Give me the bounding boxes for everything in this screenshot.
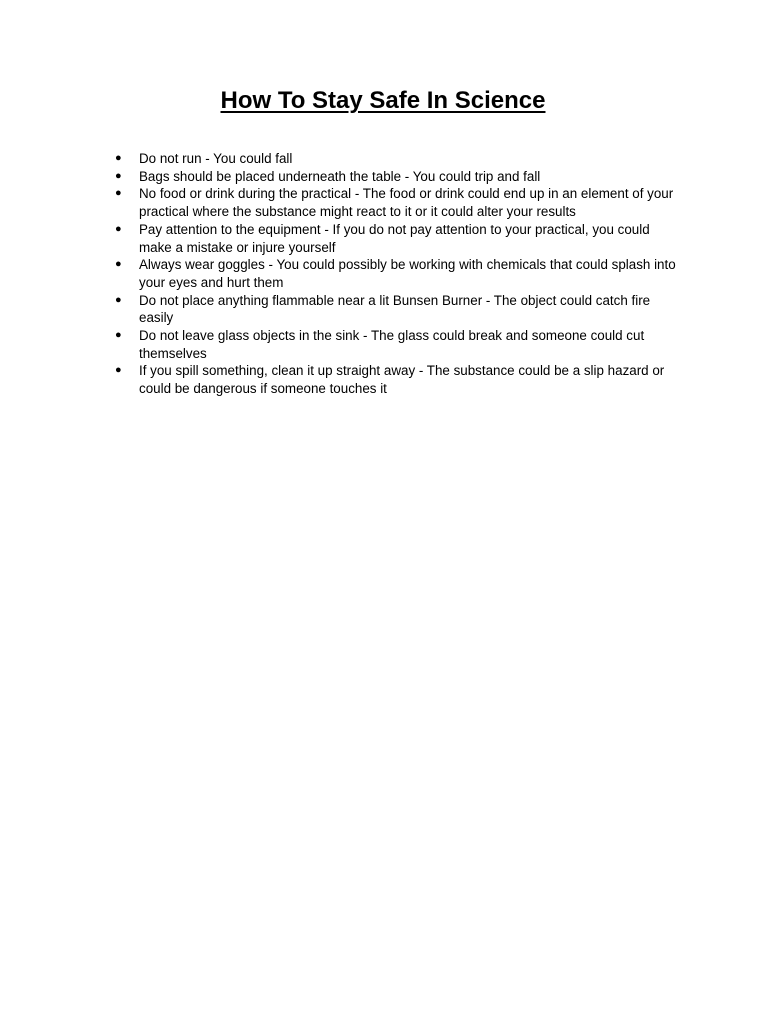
bullet-icon: ● (115, 258, 122, 271)
bullet-icon: ● (115, 187, 122, 200)
rule-text: Bags should be placed underneath the table - You could trip and fall (139, 168, 541, 184)
bullet-icon: ● (115, 329, 122, 342)
bullet-icon: ● (115, 169, 122, 182)
list-item (0, 168, 679, 186)
bullet-icon: ● (115, 222, 122, 235)
bullet-icon: ● (115, 364, 122, 377)
rule-text: No food or drink during the practical - The food or drink could end up in an element of your practical where the substance might react to it or it could alter your results (139, 186, 674, 220)
rule-text: Pay attention to the equipment - If you do not pay attention to your practical, you could make a mistake or injure yourself (139, 221, 650, 255)
list-item (0, 221, 679, 256)
rule-text: Do not place anything flammable near a lit Bunsen Burner - The object could catch fire easily (139, 292, 651, 326)
rule-text: If you spill something, clean it up straight away - The substance could be a slip hazard or could be dangerous if someone touches it (139, 363, 665, 397)
safety-rules-list (0, 150, 768, 398)
bullet-icon: ● (115, 152, 122, 164)
list-item (0, 150, 679, 168)
rule-text: Do not leave glass objects in the sink - The glass could break and someone could cut themselves (139, 328, 645, 361)
list-item (0, 362, 679, 397)
list-item (0, 256, 679, 291)
list-item (0, 185, 679, 220)
page-title: How To Stay Safe In Science (220, 87, 546, 114)
list-item (0, 327, 679, 362)
list-item (0, 292, 679, 327)
bullet-icon: ● (115, 293, 122, 306)
rule-text: Always wear goggles - You could possibly be working with chemicals that could splash into your eyes and hurt them (139, 257, 676, 290)
rule-text: Do not run - You could fall (139, 151, 293, 166)
